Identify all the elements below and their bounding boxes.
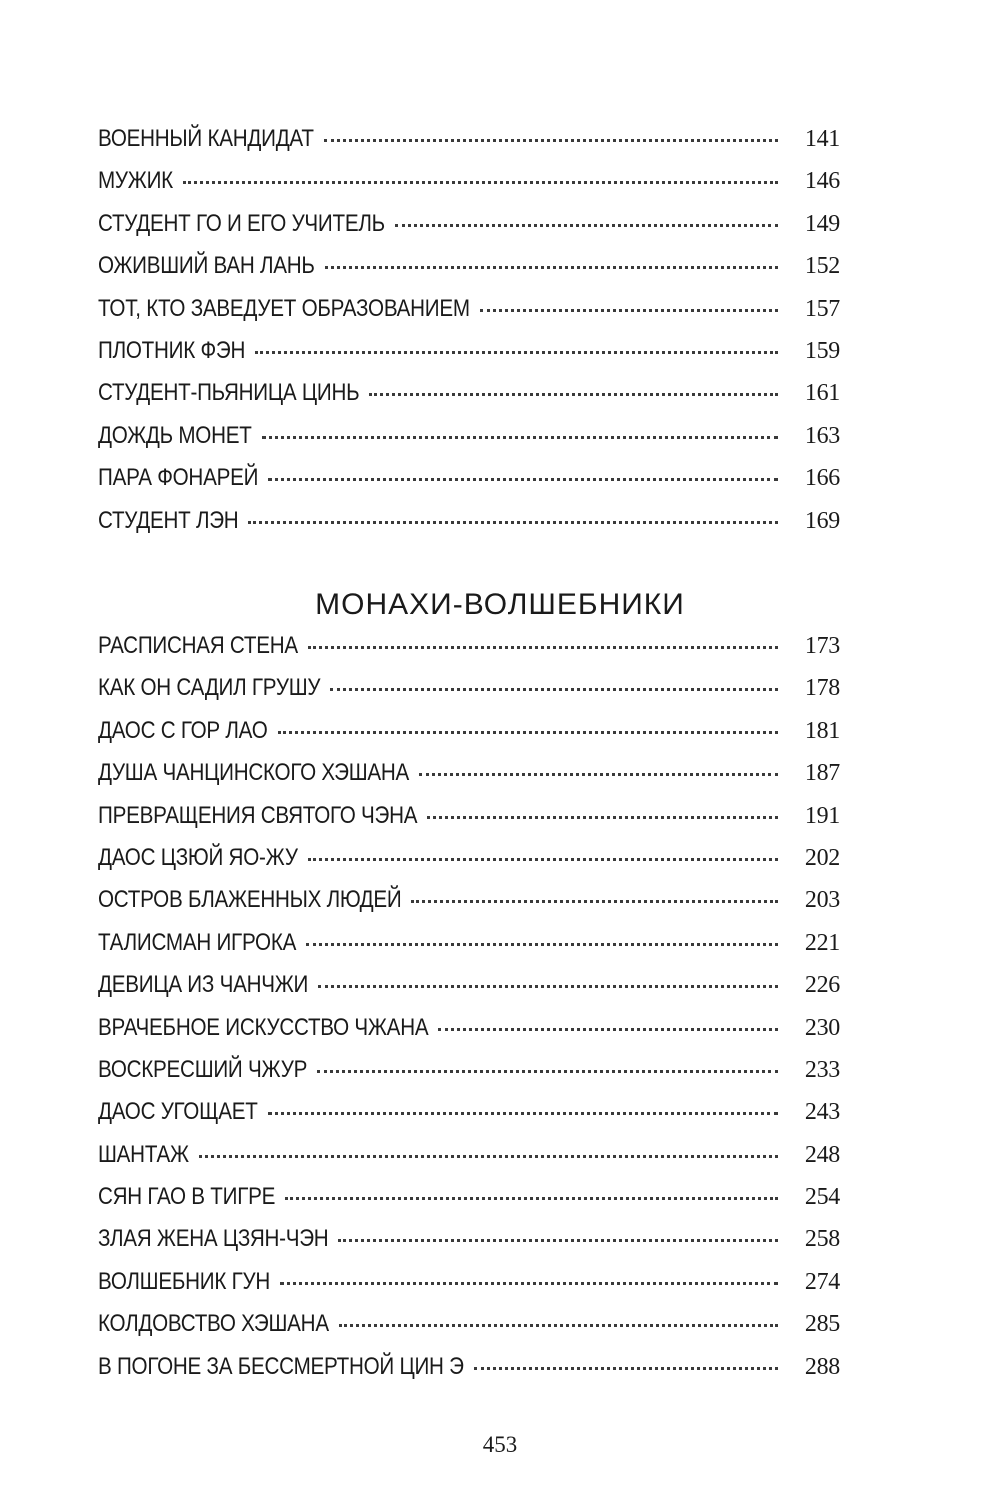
toc-entry-title: МУЖИК (98, 167, 173, 195)
toc-entry-page: 173 (804, 633, 840, 659)
toc-entry (98, 717, 840, 759)
toc-entry-page: 169 (804, 507, 840, 534)
toc-entry-page: 202 (804, 844, 840, 871)
page-number: 453 (482, 1432, 518, 1457)
dot-leader (268, 1112, 778, 1115)
toc-entry-page: 274 (804, 1268, 840, 1295)
dot-leader (308, 646, 778, 649)
toc-entry-title: СТУДЕНТ-ПЬЯНИЦА ЦИНЬ (98, 379, 360, 407)
toc-entry-page: 161 (804, 380, 840, 407)
toc-entry-page: 152 (804, 253, 840, 280)
section-heading: МОНАХИ-ВОЛШЕБНИКИ (315, 588, 685, 621)
toc-entry (98, 971, 840, 1013)
toc-entry-page: 159 (804, 337, 840, 364)
toc-entry-title: ВОЛШЕБНИК ГУН (98, 1267, 271, 1295)
toc-list (98, 125, 840, 549)
dot-leader (480, 309, 778, 312)
toc-entry (98, 1056, 840, 1098)
dot-leader (280, 1282, 778, 1285)
toc-entry (98, 337, 840, 379)
toc-entry (98, 844, 840, 886)
toc-entry-title: В ПОГОНЕ ЗА БЕССМЕРТНОЙ ЦИН Э (98, 1352, 464, 1380)
toc-entry-title: ВОСКРЕСШИЙ ЧЖУР (98, 1055, 308, 1083)
toc-entry-page: 166 (804, 465, 840, 492)
toc-entry (98, 886, 840, 928)
toc-entry-page: 230 (804, 1014, 840, 1041)
toc-entry-title: КАК ОН САДИЛ ГРУШУ (98, 674, 321, 702)
dot-leader (338, 1239, 778, 1242)
toc-entry-page: 181 (804, 717, 840, 744)
toc-entry (98, 252, 840, 294)
dot-leader (419, 773, 778, 776)
toc-entry-page: 243 (804, 1099, 840, 1126)
dot-leader (438, 1028, 778, 1031)
toc-entry-page: 141 (804, 126, 840, 152)
dot-leader (324, 139, 778, 142)
toc-entry-page: 248 (804, 1141, 840, 1168)
toc-entry-page: 191 (804, 802, 840, 829)
toc-entry-page: 157 (804, 295, 840, 322)
toc-entry (98, 295, 840, 337)
toc-entry-title: РАСПИСНАЯ СТЕНА (98, 632, 298, 659)
dot-leader (285, 1197, 778, 1200)
dot-leader (369, 393, 778, 396)
toc-entry (98, 759, 840, 801)
dot-leader (262, 436, 778, 439)
toc-entry-title: ЗЛАЯ ЖЕНА ЦЗЯН-ЧЭН (98, 1225, 329, 1253)
toc-entry-title: ОСТРОВ БЛАЖЕННЫХ ЛЮДЕЙ (98, 886, 402, 914)
toc-entry-page: 221 (804, 929, 840, 956)
dot-leader (427, 816, 778, 819)
toc-entry-page: 233 (804, 1056, 840, 1083)
toc-entry-title: ДАОС УГОЩАЕТ (98, 1098, 258, 1126)
toc-entry-title: ДОЖДЬ МОНЕТ (98, 421, 252, 449)
toc-entry-page: 146 (804, 168, 840, 195)
toc-entry-page: 258 (804, 1226, 840, 1253)
dot-leader (183, 181, 778, 184)
toc-entry (98, 1268, 840, 1310)
toc-entry-page: 187 (804, 760, 840, 787)
toc-entry (98, 464, 840, 506)
toc-entry-title: ПЛОТНИК ФЭН (98, 336, 246, 364)
toc-entry-title: ТОТ, КТО ЗАВЕДУЕТ ОБРАЗОВАНИЕМ (98, 294, 470, 322)
toc-entry (98, 1141, 840, 1183)
dot-leader (278, 731, 778, 734)
toc-entry (98, 1183, 840, 1225)
toc-entry-title: СТУДЕНТ ЛЭН (98, 506, 239, 534)
toc-entry-title: ДАОС ЦЗЮЙ ЯО-ЖУ (98, 843, 298, 871)
dot-leader (395, 224, 778, 227)
toc-entry (98, 379, 840, 421)
dot-leader (306, 943, 778, 946)
toc-entry (98, 1353, 840, 1395)
toc-entry (98, 929, 840, 971)
toc-entry-title: ДУША ЧАНЦИНСКОГО ХЭШАНА (98, 759, 410, 787)
toc-entry-page: 178 (804, 675, 840, 702)
dot-leader (308, 858, 778, 861)
dot-leader (268, 478, 778, 481)
toc-entry (98, 507, 840, 549)
toc-entry-title: КОЛДОВСТВО ХЭШАНА (98, 1310, 329, 1338)
dot-leader (317, 1070, 778, 1073)
toc-entry-title: ВРАЧЕБНОЕ ИСКУССТВО ЧЖАНА (98, 1013, 429, 1041)
dot-leader (199, 1155, 778, 1158)
toc-entry-title: СТУДЕНТ ГО И ЕГО УЧИТЕЛЬ (98, 209, 385, 237)
toc-entry-title: ВОЕННЫЙ КАНДИДАТ (98, 125, 314, 152)
dot-leader (339, 1324, 778, 1327)
toc-entry (98, 125, 840, 167)
toc-entry-title: ПАРА ФОНАРЕЙ (98, 464, 259, 492)
toc-entry (98, 422, 840, 464)
toc-entry-title: ОЖИВШИЙ ВАН ЛАНЬ (98, 252, 315, 280)
dot-leader (474, 1367, 778, 1370)
dot-leader (248, 521, 778, 524)
toc-entry (98, 1014, 840, 1056)
dot-leader (255, 351, 778, 354)
toc-entry (98, 210, 840, 252)
toc-entry-title: ДЕВИЦА ИЗ ЧАНЧЖИ (98, 971, 309, 999)
toc-entry-title: СЯН ГАО В ТИГРЕ (98, 1183, 276, 1211)
toc-entry (98, 167, 840, 209)
toc-entry-page: 149 (804, 210, 840, 237)
toc-entry-title: ДАОС С ГОР ЛАО (98, 716, 268, 744)
dot-leader (411, 900, 778, 903)
toc-entry-page: 163 (804, 422, 840, 449)
toc-entry (98, 1098, 840, 1140)
toc-entry (98, 802, 840, 844)
dot-leader (318, 985, 778, 988)
toc-entry (98, 1310, 840, 1352)
dot-leader (325, 266, 778, 269)
toc-entry-title: ТАЛИСМАН ИГРОКА (98, 928, 297, 956)
toc-entry-title: ШАНТАЖ (98, 1140, 189, 1168)
toc-entry-title: ПРЕВРАЩЕНИЯ СВЯТОГО ЧЭНА (98, 801, 418, 829)
toc-entry-page: 226 (804, 972, 840, 999)
toc-entry (98, 674, 840, 716)
toc-entry-page: 288 (804, 1353, 840, 1380)
toc-entry (98, 1225, 840, 1267)
toc-entry-page: 203 (804, 887, 840, 914)
toc-list (98, 632, 840, 1395)
toc-entry-page: 285 (804, 1311, 840, 1338)
toc-entry-page: 254 (804, 1184, 840, 1211)
dot-leader (330, 688, 778, 691)
toc-entry (98, 632, 840, 674)
